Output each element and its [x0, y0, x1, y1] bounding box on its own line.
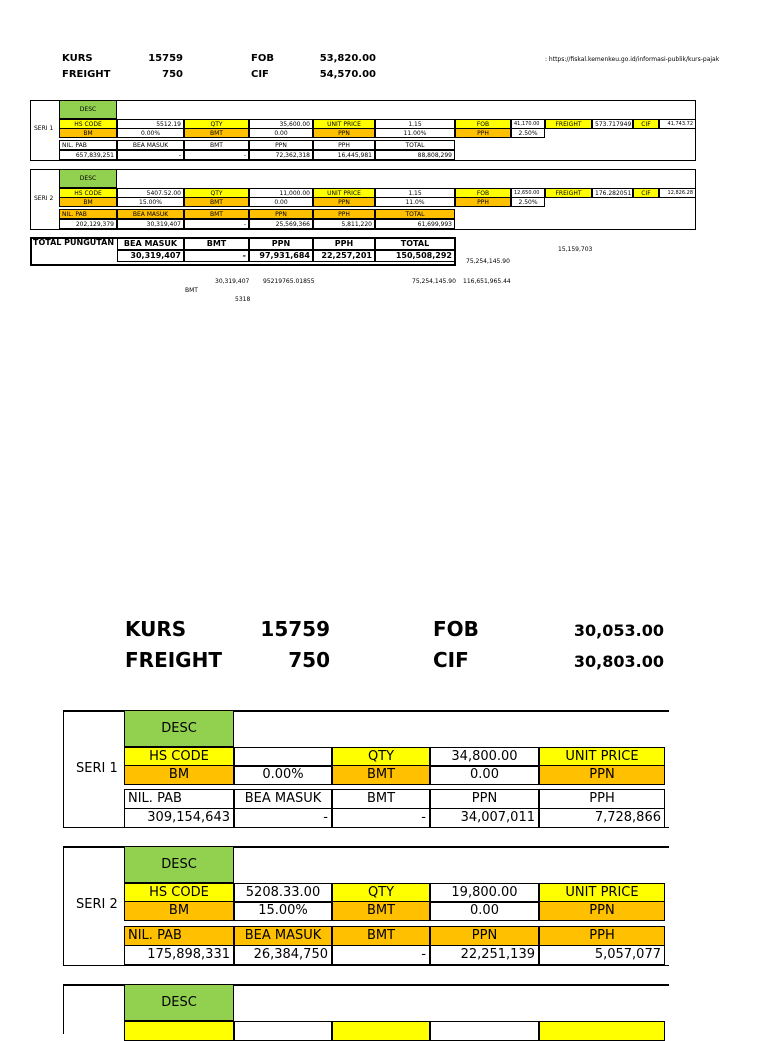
col-header: PPN [249, 209, 313, 219]
table-cell[interactable]: - [332, 945, 430, 965]
note-value[interactable]: 75,254,145.90 [466, 258, 510, 265]
table-cell[interactable]: 175,898,331 [124, 945, 234, 965]
col-header: BEA MASUK [117, 209, 184, 219]
hs-code-value[interactable]: 5512.19 [117, 119, 184, 129]
hs-code-label-partial [124, 1021, 234, 1041]
col-header: NIL. PAB [124, 926, 234, 946]
cif-value: 54,570.00 [319, 69, 376, 80]
table-cell[interactable]: - [332, 808, 430, 828]
top-seri2-desc: DESC [59, 169, 117, 188]
col-header: TOTAL [375, 140, 455, 150]
top-seri1-desc: DESC [59, 100, 117, 119]
bottom-seri2-desc: DESC [124, 846, 234, 883]
col-header: TOTAL [375, 209, 455, 219]
hs-code-label: HS CODE [124, 747, 234, 767]
note-value[interactable]: 30,319,407 [215, 278, 250, 285]
table-cell[interactable]: 34,007,011 [430, 808, 539, 828]
total-cell[interactable]: 22,257,201 [313, 250, 375, 262]
bottom-seri1-desc: DESC [124, 710, 234, 747]
fob-label: FOB [251, 53, 274, 64]
hs-code-label: HS CODE [124, 883, 234, 903]
fob-label: FOB [455, 188, 511, 198]
total-cell[interactable]: 150,508,292 [375, 250, 455, 262]
table-cell[interactable]: 5,057,077 [539, 945, 665, 965]
table-cell[interactable]: 16,445,981 [313, 150, 375, 160]
table-cell[interactable]: 202,129,379 [59, 219, 117, 229]
unit-price-label-partial [539, 1021, 665, 1041]
fob-label: FOB [455, 119, 511, 129]
table-cell[interactable]: - [184, 219, 249, 229]
table-cell[interactable]: - [184, 150, 249, 160]
col-header: BEA MASUK [234, 926, 332, 946]
fob-value: 53,820.00 [319, 53, 376, 64]
col-header: PPH [539, 789, 665, 809]
qty-value[interactable]: 19,800.00 [430, 883, 539, 903]
unit-price-value[interactable]: 1.15 [375, 119, 455, 129]
ppn-value[interactable]: 11.0% [375, 197, 455, 207]
unit-price-value[interactable]: 1.15 [375, 188, 455, 198]
total-cell[interactable]: 30,319,407 [117, 250, 184, 262]
col-header: BEA MASUK [117, 140, 184, 150]
col-header: BEA MASUK [234, 789, 332, 809]
col-header: TOTAL [375, 237, 455, 250]
freight-value[interactable]: 573.717949 [592, 119, 633, 129]
total-cell[interactable]: - [184, 250, 249, 262]
col-header: PPH [313, 237, 375, 250]
freight-label: FREIGHT [125, 648, 222, 672]
bm-label: BM [124, 901, 234, 921]
hs-code-label: HS CODE [59, 188, 117, 198]
top-seri2-label: SERI 2 [34, 195, 54, 202]
unit-price-label: UNIT PRICE [313, 188, 375, 198]
col-header: PPH [539, 926, 665, 946]
col-header: PPN [249, 237, 313, 250]
hs-code-value-partial[interactable] [234, 1021, 332, 1041]
cif-label: CIF [633, 188, 659, 198]
fob-label: FOB [433, 617, 479, 641]
qty-label: QTY [184, 119, 249, 129]
qty-label: QTY [332, 883, 430, 903]
table-cell[interactable]: 72,362,318 [249, 150, 313, 160]
col-header: BMT [184, 209, 249, 219]
qty-value-partial[interactable] [430, 1021, 539, 1041]
bm-label: BM [59, 128, 117, 138]
bmt-label: BMT [184, 197, 249, 207]
note-value[interactable]: BMT [185, 287, 198, 294]
col-header: PPN [430, 926, 539, 946]
qty-label: QTY [332, 747, 430, 767]
freight-label: FREIGHT [62, 69, 111, 80]
kurs-label: KURS [62, 53, 93, 64]
qty-label: QTY [184, 188, 249, 198]
table-cell[interactable]: 30,319,407 [117, 219, 184, 229]
unit-price-label: UNIT PRICE [539, 747, 665, 767]
fob-value: 30,053.00 [573, 621, 664, 640]
qty-label-partial [332, 1021, 430, 1041]
bmt-label: BMT [332, 765, 430, 785]
unit-price-label: UNIT PRICE [539, 883, 665, 903]
bottom-seri1-label: SERI 1 [76, 761, 118, 776]
cif-label: CIF [633, 119, 659, 129]
table-cell[interactable]: - [117, 150, 184, 160]
cif-label: CIF [251, 69, 269, 80]
col-header: BMT [184, 237, 249, 250]
col-header: NIL. PAB [124, 789, 234, 809]
table-cell[interactable]: 88,808,299 [375, 150, 455, 160]
bmt-value[interactable]: 0.00 [430, 901, 539, 921]
col-header: BEA MASUK [117, 237, 184, 250]
bmt-label: BMT [184, 128, 249, 138]
kurs-value: 15759 [260, 617, 330, 641]
top-seri1-label: SERI 1 [34, 125, 54, 132]
bottom-seri2-label: SERI 2 [76, 897, 118, 912]
freight-label: FREIGHT [545, 188, 592, 198]
col-header: BMT [332, 789, 430, 809]
bm-value[interactable]: 15.00% [234, 901, 332, 921]
bmt-value[interactable]: 0.00 [430, 765, 539, 785]
table-cell[interactable]: 309,154,643 [124, 808, 234, 828]
qty-value[interactable]: 11,000.00 [249, 188, 313, 198]
col-header: BMT [332, 926, 430, 946]
kurs-label: KURS [125, 617, 187, 641]
bmt-value[interactable]: 0.00 [249, 128, 313, 138]
table-cell[interactable]: 7,728,866 [539, 808, 665, 828]
col-header: PPH [313, 140, 375, 150]
freight-label: FREIGHT [545, 119, 592, 129]
note-value[interactable]: 5318 [235, 296, 251, 303]
ppn-label: PPN [539, 765, 665, 785]
qty-value[interactable]: 35,600.00 [249, 119, 313, 129]
col-header: NIL. PAB [59, 140, 117, 150]
bm-value[interactable]: 0.00% [117, 128, 184, 138]
freight-value: 750 [162, 69, 183, 80]
ppn-label: PPN [539, 901, 665, 921]
qty-value[interactable]: 34,800.00 [430, 747, 539, 767]
col-header: PPN [430, 789, 539, 809]
note-value[interactable]: 15,159,703 [558, 246, 593, 253]
bm-label: BM [59, 197, 117, 207]
col-header: BMT [184, 140, 249, 150]
col-header: NIL. PAB [59, 209, 117, 219]
fob-value[interactable]: 12,650.00 [511, 188, 545, 198]
bm-value[interactable]: 15.00% [117, 197, 184, 207]
kurs-pajak-link[interactable]: : https://fiskal.kemenkeu.go.id/informasi-publik/kurs-pajak [545, 56, 720, 63]
note-value[interactable]: 95219765.01855 [263, 278, 315, 285]
note-value[interactable]: 116,651,965.44 [463, 278, 511, 285]
bmt-label: BMT [332, 901, 430, 921]
bm-label: BM [124, 765, 234, 785]
table-cell[interactable]: 657,839,251 [59, 150, 117, 160]
col-header: PPH [313, 209, 375, 219]
table-cell[interactable]: 22,251,139 [430, 945, 539, 965]
cif-value[interactable]: 41,743.72 [659, 119, 696, 129]
hs-code-value[interactable]: 5208.33.00 [234, 883, 332, 903]
pph-value[interactable]: 2.50% [511, 128, 545, 138]
kurs-value: 15759 [148, 53, 183, 64]
freight-value[interactable]: 176.282051 [592, 188, 633, 198]
cif-label: CIF [433, 648, 469, 672]
ppn-label: PPN [313, 197, 375, 207]
note-value[interactable]: 75,254,145.90 [412, 278, 456, 285]
hs-code-value[interactable] [234, 747, 332, 767]
bottom-seri3-desc: DESC [124, 984, 234, 1021]
table-cell[interactable]: 61,699,993 [375, 219, 455, 229]
pph-label: PPH [455, 197, 511, 207]
fob-value[interactable]: 41,170.00 [511, 119, 545, 129]
total-label: TOTAL PUNGUTAN [33, 238, 115, 247]
ppn-label: PPN [313, 128, 375, 138]
hs-code-label: HS CODE [59, 119, 117, 129]
table-cell[interactable]: - [234, 808, 332, 828]
freight-value: 750 [288, 648, 330, 672]
cif-value[interactable]: 12,826.28 [659, 188, 696, 198]
bmt-value[interactable]: 0.00 [249, 197, 313, 207]
pph-value[interactable]: 2.50% [511, 197, 545, 207]
pph-label: PPH [455, 128, 511, 138]
total-cell[interactable]: 97,931,684 [249, 250, 313, 262]
col-header: PPN [249, 140, 313, 150]
hs-code-value[interactable]: 5407.52.00 [117, 188, 184, 198]
cif-value: 30,803.00 [573, 652, 664, 671]
table-cell[interactable]: 25,569,366 [249, 219, 313, 229]
bm-value[interactable]: 0.00% [234, 765, 332, 785]
table-cell[interactable]: 5,811,220 [313, 219, 375, 229]
table-cell[interactable]: 26,384,750 [234, 945, 332, 965]
ppn-value[interactable]: 11.00% [375, 128, 455, 138]
unit-price-label: UNIT PRICE [313, 119, 375, 129]
